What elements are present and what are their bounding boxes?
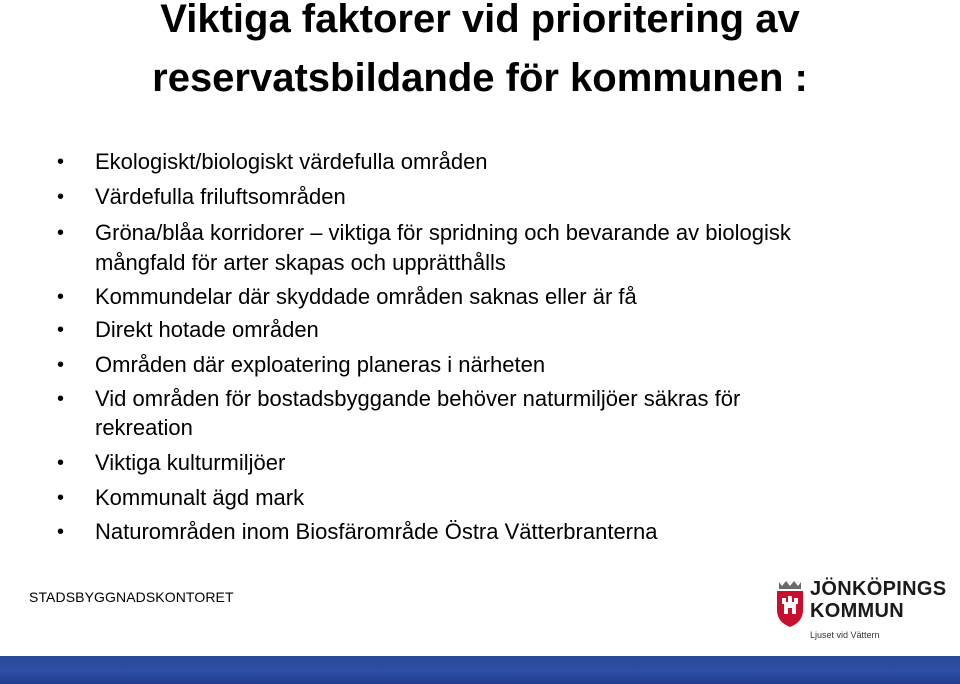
list-item-text: Områden där exploatering planeras i närheten	[95, 352, 546, 377]
list-item-text: Vid områden för bostadsbyggande behöver naturmiljöer säkras för	[95, 386, 741, 411]
list-item-text: Kommundelar där skyddade områden saknas eller är få	[95, 284, 637, 309]
list-item-text: Kommunalt ägd mark	[95, 485, 305, 510]
logo-tagline: Ljuset vid Vättern	[810, 630, 880, 640]
bullet-icon: •	[57, 286, 65, 308]
page-title-line-2: reservatsbildande för kommunen :	[152, 56, 808, 100]
bullet-icon: •	[57, 521, 65, 543]
bullet-icon: •	[57, 487, 65, 509]
department-label: STADSBYGGNADSKONTORET	[29, 589, 234, 605]
bullet-icon: •	[57, 151, 65, 173]
bullet-icon: •	[57, 186, 65, 208]
municipality-logo	[775, 577, 950, 647]
logo-name-line-1: JÖNKÖPINGS	[810, 578, 947, 600]
logo-name-line-2: KOMMUN	[810, 600, 905, 622]
footer-bar	[0, 656, 960, 684]
bullet-icon: •	[57, 452, 65, 474]
list-item-text: Direkt hotade områden	[95, 317, 319, 342]
bullet-icon: •	[57, 222, 65, 244]
list-item-text: Viktiga kulturmiljöer	[95, 450, 286, 475]
bullet-icon: •	[57, 388, 65, 410]
list-item-text-continued: mångfald för arter skapas och upprätthålls	[95, 250, 506, 275]
jonkoping-coat-of-arms-icon	[775, 580, 805, 628]
list-item-text: Ekologiskt/biologiskt värdefulla områden	[95, 149, 488, 174]
bullet-icon: •	[57, 319, 65, 341]
page-title-line-1: Viktiga faktorer vid prioritering av	[160, 0, 800, 41]
list-item-text: Naturområden inom Biosfärområde Östra Vätterbranterna	[95, 519, 658, 544]
list-item-text: Värdefulla friluftsområden	[95, 184, 346, 209]
bullet-icon: •	[57, 354, 65, 376]
list-item-text: Gröna/blåa korridorer – viktiga för spridning och bevarande av biologisk	[95, 220, 791, 245]
list-item-text-continued: rekreation	[95, 415, 193, 440]
